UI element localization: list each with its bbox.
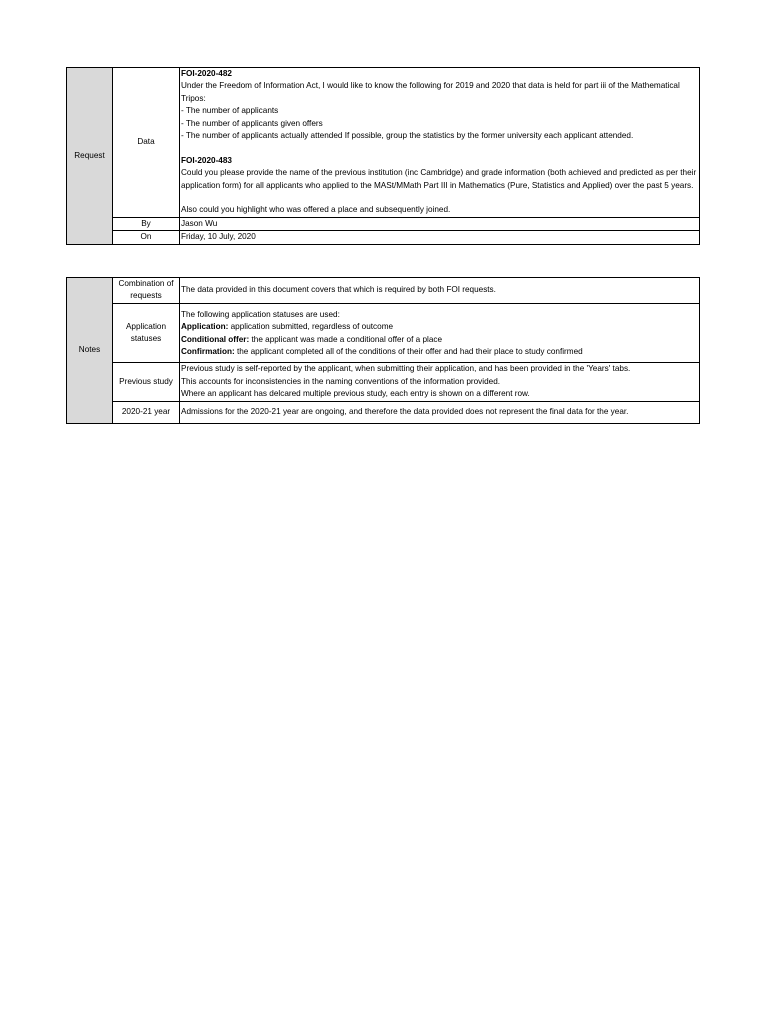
notes-statuses-row bbox=[67, 303, 700, 363]
previous-study-label: Previous study bbox=[113, 363, 180, 401]
status-term: Confirmation: bbox=[181, 347, 235, 357]
notes-section-label: Notes bbox=[67, 278, 113, 424]
status-desc: application submitted, regardless of outcome bbox=[228, 322, 394, 332]
year-label: 2020-21 year bbox=[113, 401, 180, 423]
foi-482-intro: Under the Freedom of Information Act, I would like to know the following for 2019 and 2020 that data is held for part iii of the Mathematical Tripos: bbox=[181, 81, 680, 103]
foi-482-item: - The number of applicants given offers bbox=[181, 118, 323, 128]
year-text: Admissions for the 2020-21 year are ongoing, and therefore the data provided does not represent the final data for the year. bbox=[180, 401, 700, 423]
on-label: On bbox=[113, 231, 180, 244]
notes-year-row bbox=[67, 401, 700, 423]
request-section-label: Request bbox=[67, 68, 113, 245]
request-on-row bbox=[67, 231, 700, 244]
statuses-content bbox=[180, 303, 700, 363]
notes-table bbox=[66, 277, 700, 424]
status-term: Application: bbox=[181, 322, 229, 332]
notes-combination-row bbox=[67, 278, 700, 304]
request-table bbox=[66, 67, 700, 245]
combination-text: The data provided in this document covers that which is required by both FOI requests. bbox=[180, 278, 700, 304]
spacer bbox=[181, 142, 698, 154]
request-data-row bbox=[67, 68, 700, 218]
foi-482-item: - The number of applicants actually attended If possible, group the statistics by the former university each applicant attended. bbox=[181, 131, 634, 141]
combination-label: Combination of requests bbox=[113, 278, 180, 304]
by-value: Jason Wu bbox=[180, 217, 700, 230]
status-item bbox=[181, 321, 698, 333]
previous-study-content bbox=[180, 363, 700, 401]
request-data-content bbox=[180, 68, 700, 218]
previous-study-line: Previous study is self-reported by the applicant, when submitting their application, and has been provided in the 'Years' tabs. bbox=[181, 364, 631, 374]
foi-482-item: - The number of applicants bbox=[181, 106, 279, 116]
status-item bbox=[181, 346, 698, 358]
foi-482-id: FOI-2020-482 bbox=[181, 69, 232, 78]
status-desc: the applicant was made a conditional offer of a place bbox=[249, 334, 443, 344]
notes-previous-study-row bbox=[67, 363, 700, 401]
data-label: Data bbox=[113, 68, 180, 218]
on-value: Friday, 10 July, 2020 bbox=[180, 231, 700, 244]
foi-483-text: Could you please provide the name of the previous institution (inc Cambridge) and grade information (both achieved and predicted as per their application form) for all applicants who applied to the MASt/MMath Part III in Mathematics (Pure, Statistics and Applied) over the past 5 years. bbox=[181, 168, 697, 190]
status-desc: the applicant completed all of the conditions of their offer and had their place to study confirmed bbox=[234, 347, 583, 357]
status-term: Conditional offer: bbox=[181, 334, 250, 344]
request-by-row bbox=[67, 217, 700, 230]
status-item bbox=[181, 334, 698, 346]
statuses-label: Application statuses bbox=[113, 303, 180, 363]
statuses-intro: The following application statuses are used: bbox=[181, 309, 340, 319]
foi-483-followup: Also could you highlight who was offered a place and subsequently joined. bbox=[181, 205, 451, 215]
previous-study-line: This accounts for inconsistencies in the naming conventions of the information provided. bbox=[181, 376, 501, 386]
by-label: By bbox=[113, 217, 180, 230]
previous-study-line: Where an applicant has delcared multiple previous study, each entry is shown on a different row. bbox=[181, 389, 530, 399]
foi-483-id: FOI-2020-483 bbox=[181, 155, 232, 165]
spacer bbox=[181, 192, 698, 204]
